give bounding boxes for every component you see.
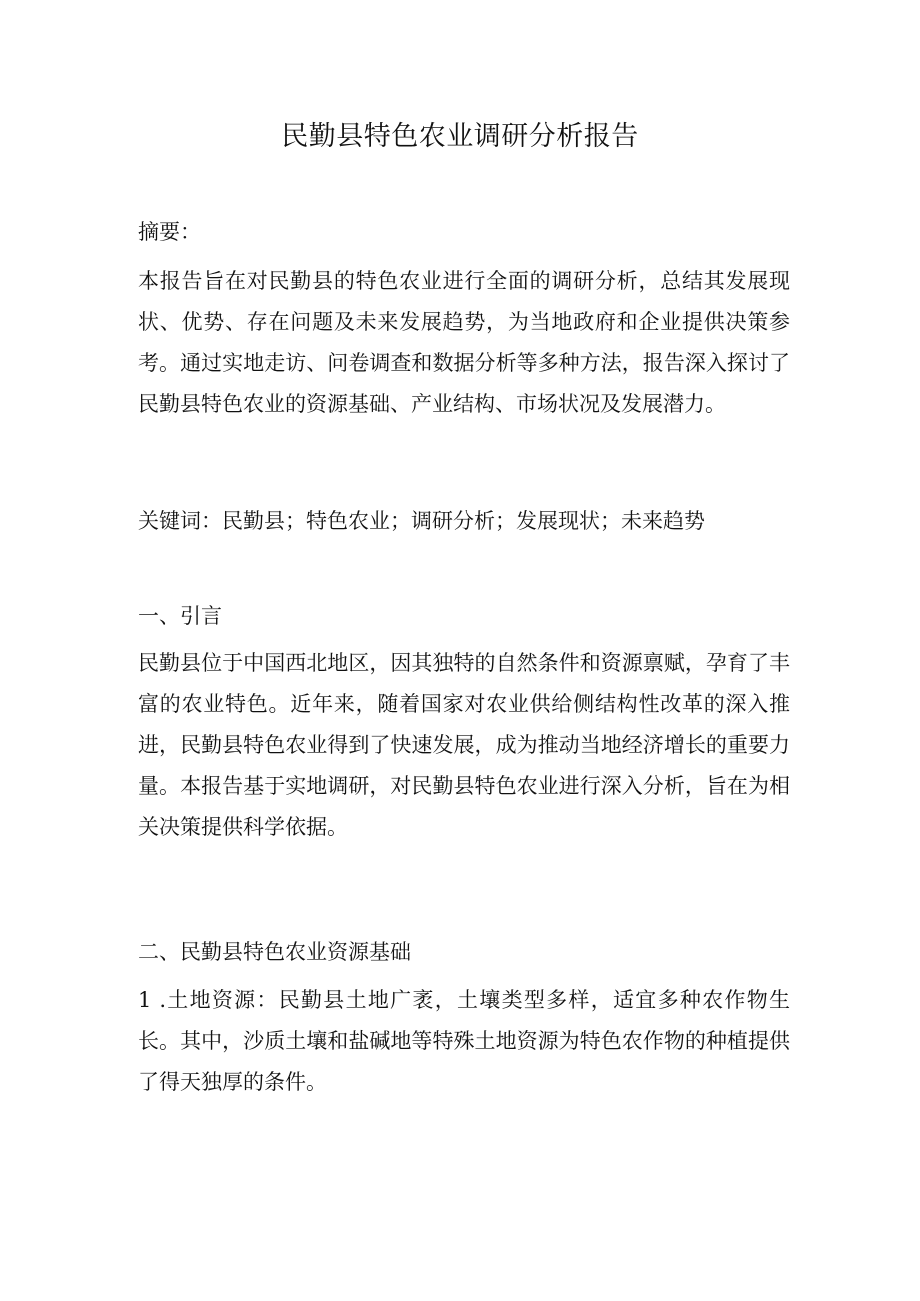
section-body-introduction: 民勤县位于中国西北地区，因其独特的自然条件和资源禀赋，孕育了丰富的农业特色。近年来，随着国家对农业供给侧结构性改革的深入推进，民勤县特色农业得到了快速发展，成为推动当地经济增长的重要力量。本报告基于实地调研，对民勤县特色农业进行深入分析，旨在为相关决策提供科学依据。 bbox=[138, 651, 790, 839]
abstract-label: 摘要： bbox=[138, 220, 201, 244]
abstract-text: 本报告旨在对民勤县的特色农业进行全面的调研分析，总结其发展现状、优势、存在问题及未来发展趋势，为当地政府和企业提供决策参考。通过实地走访、问卷调查和数据分析等多种方法，报告深入探讨了民勤县特色农业的资源基础、产业结构、市场状况及发展潜力。 bbox=[138, 269, 790, 416]
section-heading-introduction: 一、引言 bbox=[138, 604, 222, 628]
document-title: 民勤县特色农业调研分析报告 bbox=[281, 121, 639, 152]
section-item-land-resources: 1 .土地资源：民勤县土地广袤，土壤类型多样，适宜多种农作物生长。其中，沙质土壤和盐碱地等特殊土地资源为特色农作物的种植提供了得天独厚的条件。 bbox=[138, 988, 790, 1094]
keywords-line: 关键词：民勤县；特色农业；调研分析；发展现状；未来趋势 bbox=[138, 509, 705, 533]
section-heading-resource-basis: 二、民勤县特色农业资源基础 bbox=[138, 940, 411, 964]
